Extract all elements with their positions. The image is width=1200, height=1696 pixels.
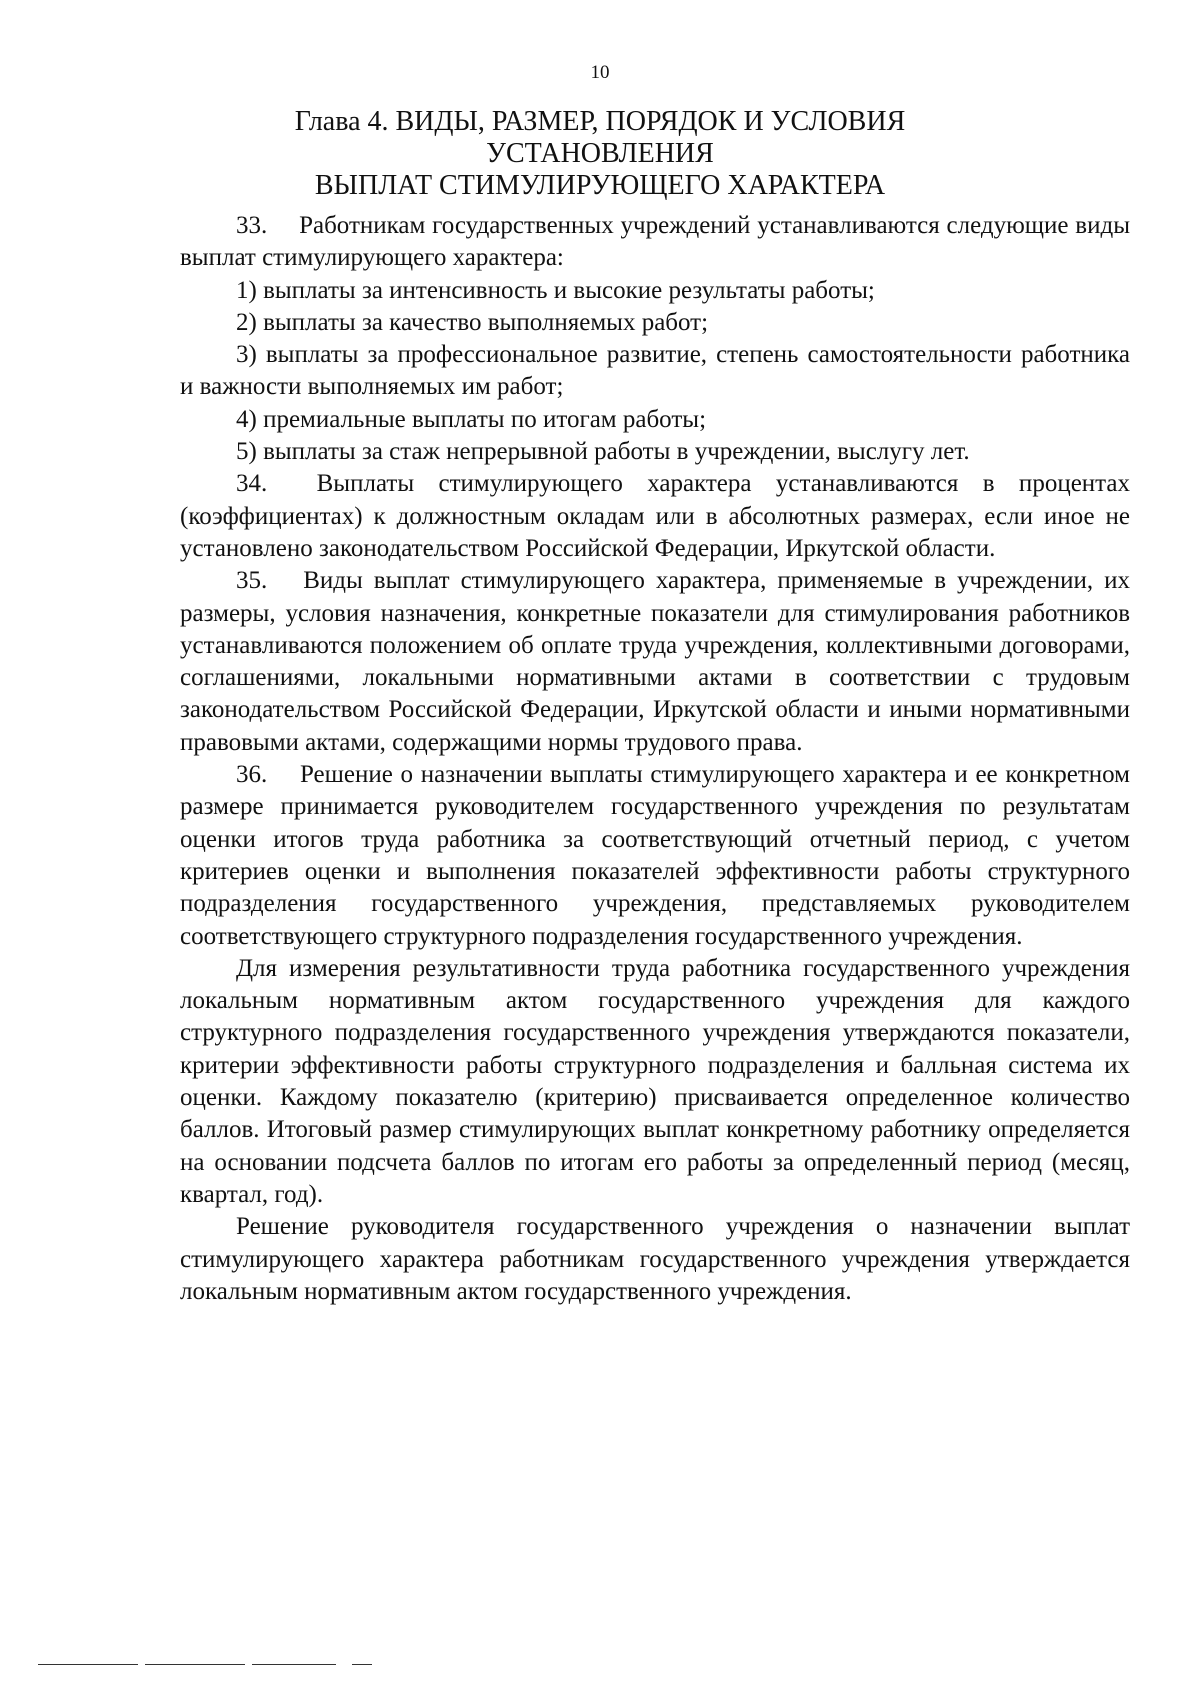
paragraph-36: 36. Решение о назначении выплаты стимулирующего характера и ее конкретном размере принимается руководителем государственного учреждения по результатам оценки итогов труда работника за соответствующий отчетный период, с учетом критериев оценки и выполнения показателей эффективности работы структурного подразделения государственного учреждения, представляемых руководителем соответствующего структурного подразделения государственного учреждения. bbox=[180, 761, 1130, 950]
paragraph-35: 35. Виды выплат стимулирующего характера, применяемые в учреждении, их размеры, условия назначения, конкретные показатели для стимулирования работников устанавливаются положением об оплате труда учреждения, коллективными договорами, соглашениями, локальными нормативными актами в соответствии с трудовым законодательством Российской Федерации, Иркутской области и иными нормативными правовыми актами, содержащими нормы трудового права. bbox=[180, 567, 1130, 756]
chapter-title-line-2: ВЫПЛАТ СТИМУЛИРУЮЩЕГО ХАРАКТЕРА bbox=[314, 170, 886, 201]
list-item-5: 5) выплаты за стаж непрерывной работы в учреждении, выслугу лет. bbox=[236, 438, 970, 466]
list-item-1: 1) выплаты за интенсивность и высокие результаты работы; bbox=[236, 276, 875, 304]
list-item-2: 2) выплаты за качество выполняемых работ; bbox=[236, 308, 709, 336]
paragraph-decision: Решение руководителя государственного учреждения о назначении выплат стимулирующего характера работникам государственного учреждения утверждается локальным нормативным актом государственного учреждения. bbox=[180, 1213, 1130, 1305]
footer-rule-3 bbox=[252, 1664, 336, 1665]
paragraph-34: 34. Выплаты стимулирующего характера устанавливаются в процентах (коэффициентах) к должностным окладам или в абсолютных размерах, если иное не установлено законодательством Российской Федерации, Иркутской области. bbox=[180, 470, 1130, 562]
page-number: 10 bbox=[590, 62, 610, 83]
footer-rule-4 bbox=[352, 1664, 372, 1665]
document-body bbox=[180, 210, 1130, 1308]
footer-rule-1 bbox=[38, 1664, 138, 1665]
chapter-title bbox=[180, 106, 1020, 202]
list-item-4: 4) премиальные выплаты по итогам работы; bbox=[236, 405, 707, 433]
chapter-title-line-1: Глава 4. ВИДЫ, РАЗМЕР, ПОРЯДОК И УСЛОВИЯ УСТАНОВЛЕНИЯ bbox=[294, 106, 906, 169]
paragraph-33: 33. Работникам государственных учреждений устанавливаются следующие виды выплат стимулирующего характера: bbox=[180, 212, 1130, 272]
list-item-3: 3) выплаты за профессиональное развитие, степень самостоятельности работника и важности выполняемых им работ; bbox=[180, 341, 1130, 401]
footer-rule-2 bbox=[145, 1664, 245, 1665]
paragraph-measurement: Для измерения результативности труда работника государственного учреждения локальным нормативным актом государственного учреждения для каждого структурного подразделения государственного учреждения утверждаются показатели, критерии эффективности работы структурного подразделения и балльная система их оценки. Каждому показателю (критерию) присваивается определенное количество баллов. Итоговый размер стимулирующих выплат конкретному работнику определяется на основании подсчета баллов по итогам его работы за определенный период (месяц, квартал, год). bbox=[180, 954, 1130, 1208]
